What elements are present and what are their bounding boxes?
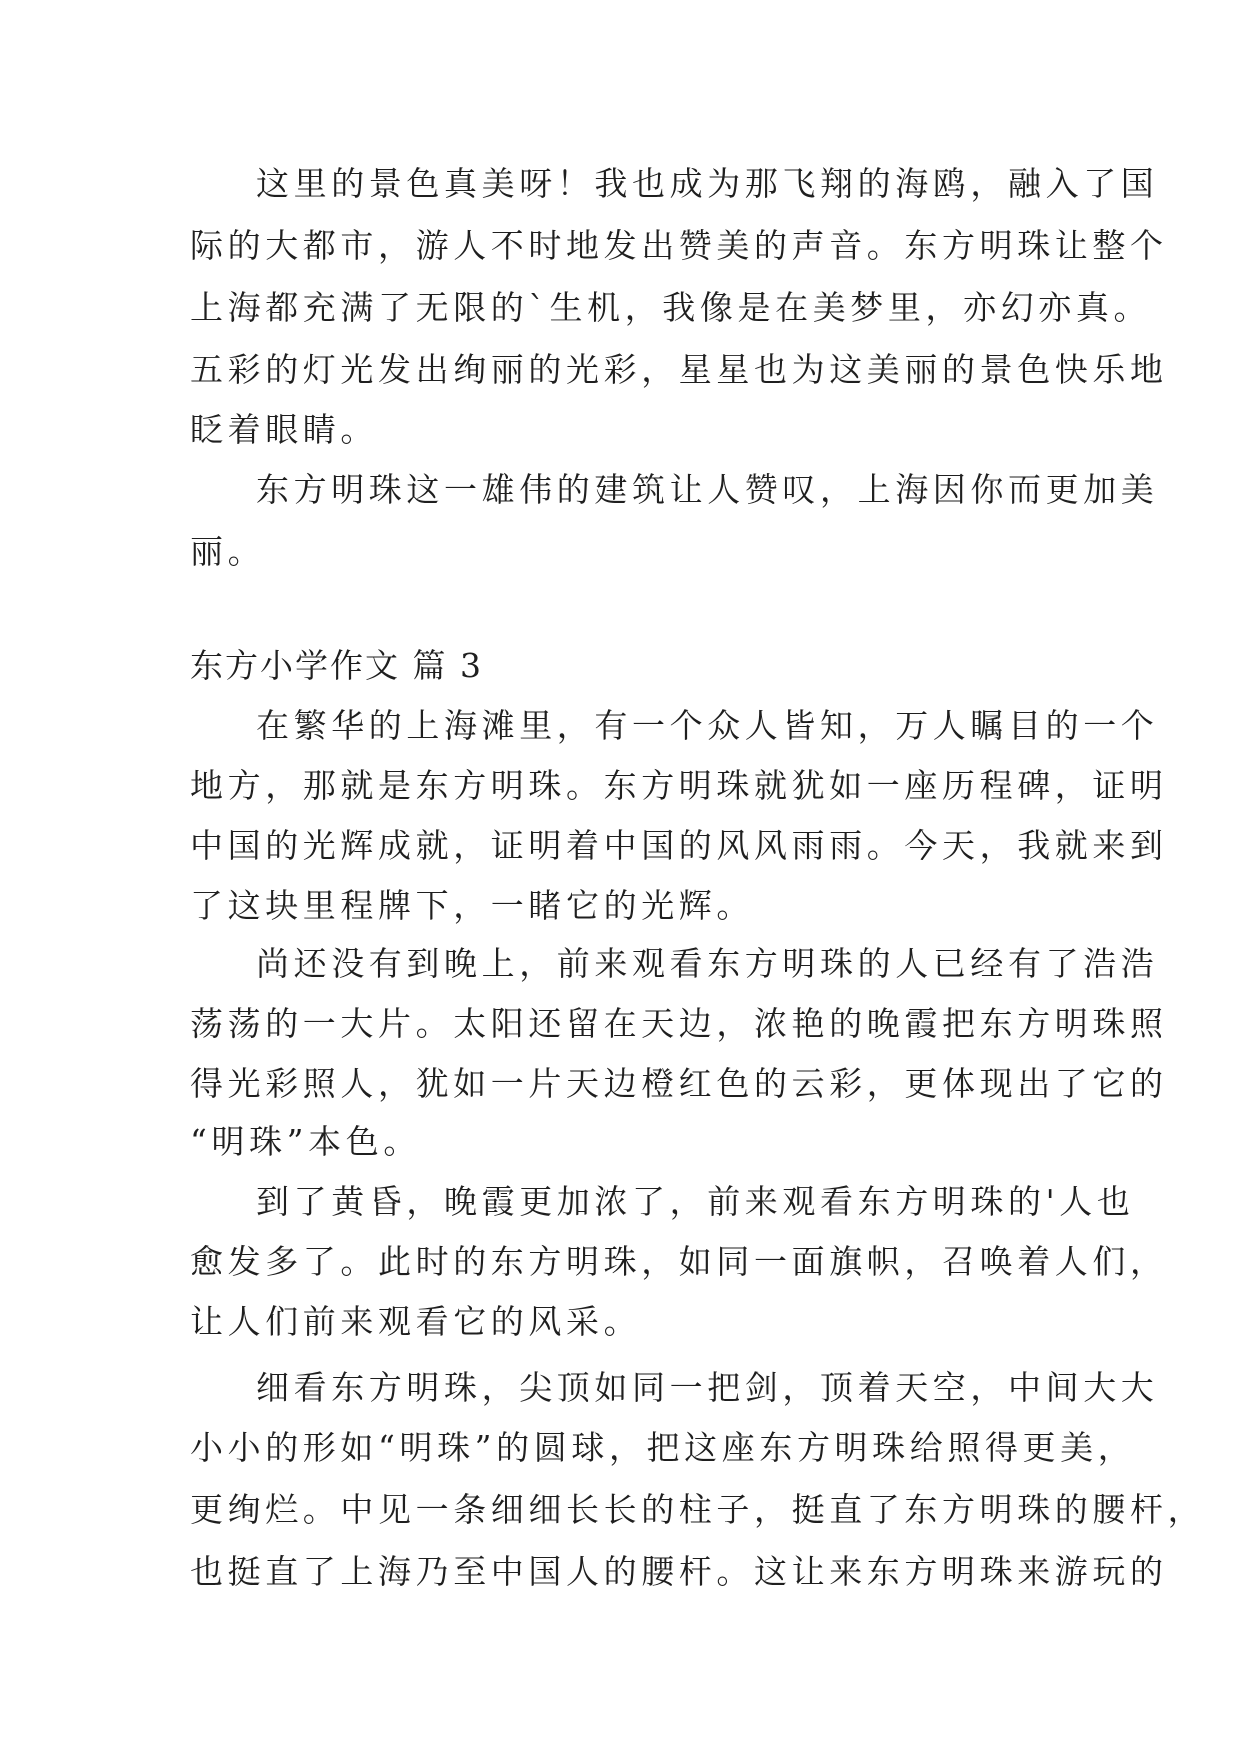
paragraph-1-line-2: 际的大都市，游人不时地发出赞美的声音。东方明珠让整个 xyxy=(190,226,1168,265)
paragraph-2-line-2: 丽。 xyxy=(190,532,266,571)
paragraph-6-line-1: 细看东方明珠，尖顶如同一把剑，顶着天空，中间大大 xyxy=(256,1368,1159,1407)
paragraph-5-line-1: 到了黄昏，晚霞更加浓了，前来观看东方明珠的'人也 xyxy=(256,1182,1135,1221)
paragraph-1-line-1: 这里的景色真美呀！我也成为那飞翔的海鸥，融入了国 xyxy=(256,164,1159,203)
section-heading: 东方小学作文 篇 3 xyxy=(190,646,483,685)
paragraph-2-line-1: 东方明珠这一雄伟的建筑让人赞叹，上海因你而更加美 xyxy=(256,470,1159,509)
paragraph-6-line-4: 也挺直了上海乃至中国人的腰杆。这让来东方明珠来游玩的 xyxy=(190,1552,1168,1591)
paragraph-3-line-2: 地方，那就是东方明珠。东方明珠就犹如一座历程碑，证明 xyxy=(190,766,1168,805)
paragraph-5-line-2: 愈发多了。此时的东方明珠，如同一面旗帜，召唤着人们， xyxy=(190,1242,1168,1281)
paragraph-3-line-4: 了这块里程牌下，一睹它的光辉。 xyxy=(190,886,754,925)
paragraph-1-line-4: 五彩的灯光发出绚丽的光彩，星星也为这美丽的景色快乐地 xyxy=(190,350,1168,389)
paragraph-3-line-1: 在繁华的上海滩里，有一个众人皆知，万人瞩目的一个 xyxy=(256,706,1159,745)
paragraph-4-line-4: “明珠”本色。 xyxy=(190,1122,421,1161)
paragraph-6-line-3: 更绚烂。中见一条细细长长的柱子，挺直了东方明珠的腰杆， xyxy=(190,1490,1206,1529)
paragraph-6-line-2: 小小的形如“明珠”的圆球，把这座东方明珠给照得更美， xyxy=(190,1428,1136,1467)
paragraph-4-line-1: 尚还没有到晚上，前来观看东方明珠的人已经有了浩浩 xyxy=(256,944,1159,983)
paragraph-4-line-2: 荡荡的一大片。太阳还留在天边，浓艳的晚霞把东方明珠照 xyxy=(190,1004,1168,1043)
paragraph-5-line-3: 让人们前来观看它的风采。 xyxy=(190,1302,642,1341)
paragraph-1-line-3: 上海都充满了无限的`生机，我像是在美梦里，亦幻亦真。 xyxy=(190,288,1152,327)
paragraph-4-line-3: 得光彩照人，犹如一片天边橙红色的云彩，更体现出了它的 xyxy=(190,1064,1168,1103)
paragraph-3-line-3: 中国的光辉成就，证明着中国的风风雨雨。今天，我就来到 xyxy=(190,826,1168,865)
paragraph-1-line-5: 眨着眼睛。 xyxy=(190,410,378,449)
